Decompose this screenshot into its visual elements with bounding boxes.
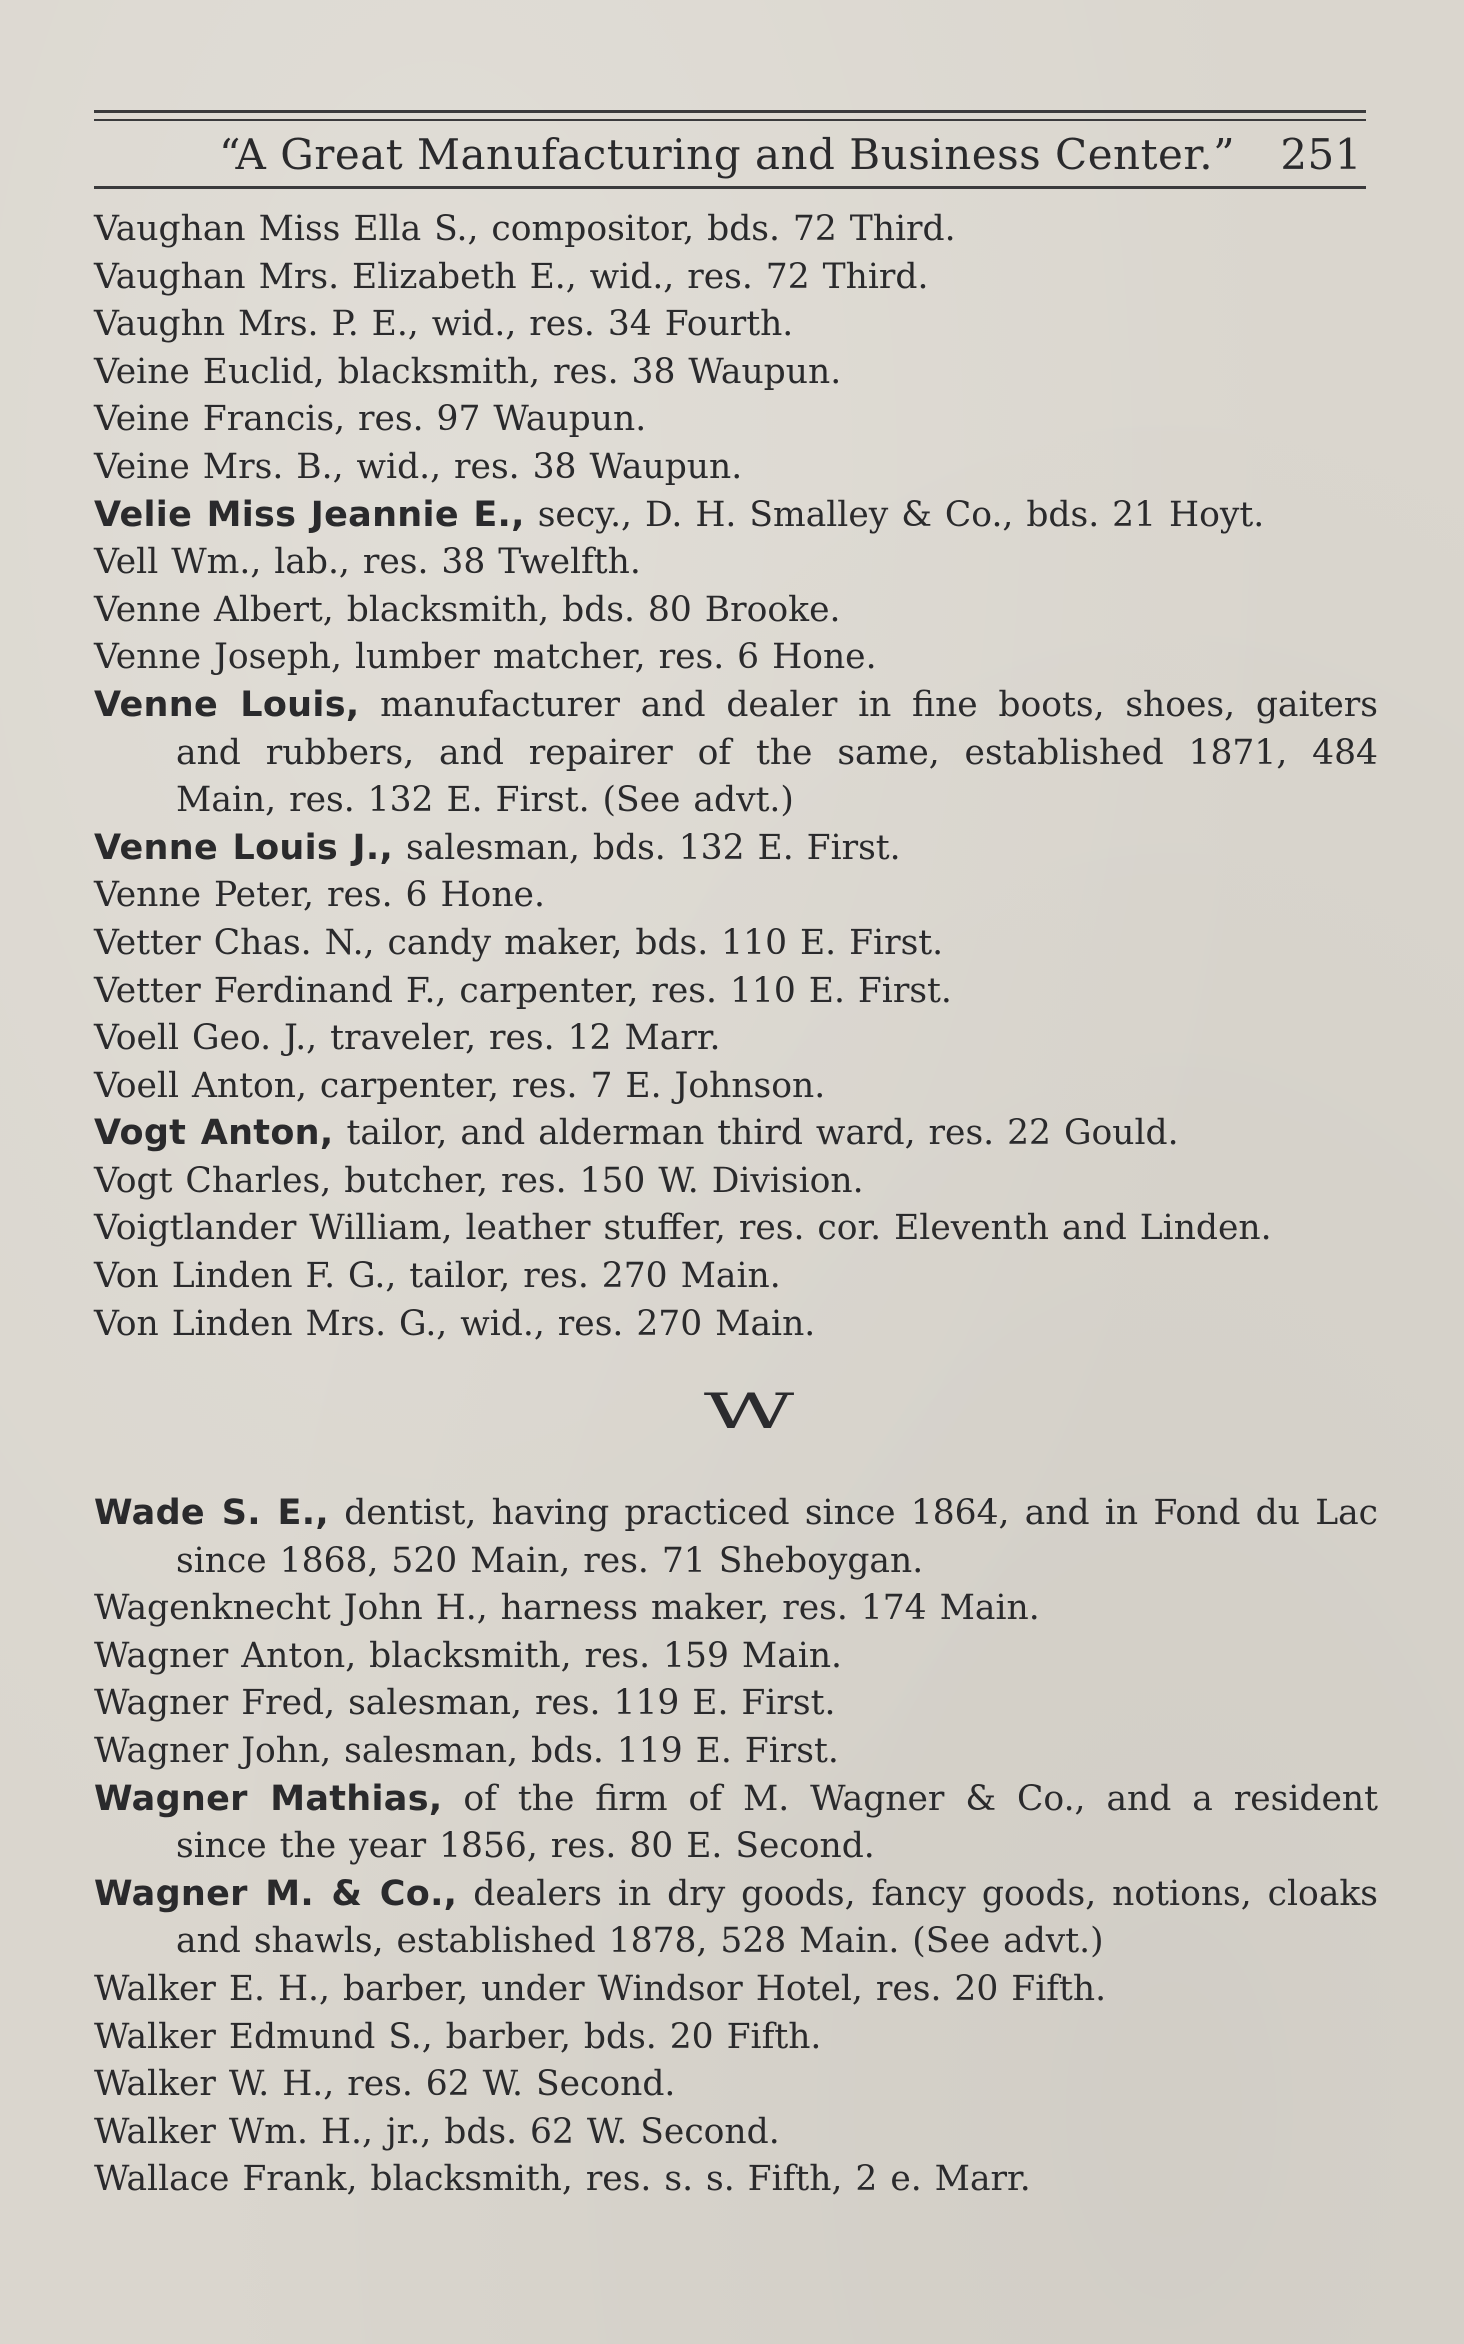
entry-details: res. 62 W. Second. — [334, 2064, 676, 2105]
entry-name: Wagner M. & Co., — [94, 1873, 458, 1914]
directory-entry — [94, 539, 1378, 587]
entry-name: Venne Louis, — [94, 684, 360, 725]
entry-details: dentist, having practiced since 1864, and in Fond du Lac since 1868, 520 Main, res. 71 Sheboygan. — [176, 1493, 1378, 1581]
directory-entry — [94, 1728, 1378, 1776]
directory-entry — [94, 920, 1378, 968]
entry-details: wid., res. 34 Fourth. — [418, 304, 794, 345]
entry-name: Von Linden Mrs. G., — [94, 1303, 448, 1344]
entry-name: Walker W. H., — [94, 2064, 335, 2105]
running-title: “A Great Manufacturing and Business Center.” — [219, 130, 1236, 179]
entry-details: lab., res. 38 Twelfth. — [261, 542, 641, 583]
entry-details: res. 97 Waupun. — [345, 399, 647, 440]
entry-details: manufacturer and dealer in fine boots, shoes, gaiters and rubbers, and repairer of the same, established 1871, 484 Main, res. 132 E. First. (See advt.) — [176, 684, 1378, 821]
entry-name: Vogt Anton, — [94, 1113, 334, 1154]
entry-name: Voell Geo. J., — [94, 1018, 318, 1059]
entry-details: tailor, res. 270 Main. — [396, 1256, 781, 1297]
entry-name: Voell Anton, — [94, 1065, 307, 1106]
directory-entry — [94, 634, 1378, 682]
entry-details: jr., bds. 62 W. Second. — [372, 2111, 780, 2152]
directory-entry — [94, 1063, 1378, 1111]
entry-details: blacksmith, bds. 80 Brooke. — [333, 589, 841, 630]
entry-details: blacksmith, res. 159 Main. — [356, 1635, 843, 1676]
page-number: 251 — [1280, 130, 1362, 179]
directory-entry — [94, 1015, 1378, 1063]
directory-entry — [94, 1585, 1378, 1633]
directory-entry — [94, 254, 1378, 302]
entry-details: tailor, and alderman third ward, res. 22 Gould. — [333, 1113, 1179, 1154]
entry-name: Vaughan Mrs. Elizabeth E., — [94, 256, 577, 297]
entry-name: Wagner Anton, — [94, 1635, 357, 1676]
entry-details: salesman, bds. 132 E. First. — [393, 827, 901, 868]
header-rule-top — [94, 110, 1366, 113]
entry-details: salesman, bds. 119 E. First. — [331, 1730, 839, 1771]
v-entries-list — [94, 206, 1378, 1348]
entry-details: barber, bds. 20 Fifth. — [432, 2016, 822, 2057]
entry-name: Veine Francis, — [94, 399, 346, 440]
entry-details: wid., res. 38 Waupun. — [343, 446, 743, 487]
directory-entry — [94, 2156, 1378, 2204]
running-head — [94, 128, 1366, 184]
entry-name: Venne Peter, — [94, 875, 315, 916]
directory-entry — [94, 206, 1378, 254]
entry-name: Wagner Fred, — [94, 1683, 336, 1724]
directory-entry — [94, 872, 1378, 920]
directory-entry — [94, 1253, 1378, 1301]
entry-name: Walker Wm. H., — [94, 2111, 373, 2152]
directory-entry — [94, 1680, 1378, 1728]
entry-details: candy maker, bds. 110 E. First. — [374, 922, 944, 963]
entry-name: Wade S. E., — [94, 1493, 329, 1533]
entry-details: blacksmith, res. s. s. Fifth, 2 e. Marr. — [357, 2159, 1031, 2200]
directory-entry — [94, 396, 1378, 444]
entry-name: Veine Euclid, — [94, 351, 325, 392]
entry-name: Vetter Chas. N., — [94, 922, 375, 963]
entry-details: compositor, bds. 72 Third. — [478, 209, 956, 249]
directory-entry — [94, 1158, 1378, 1206]
directory-entry — [94, 1871, 1378, 1966]
entry-name: Von Linden F. G., — [94, 1256, 397, 1297]
directory-entry — [94, 1301, 1378, 1349]
entry-name: Vaughan Miss Ella S., — [94, 209, 479, 249]
entry-name: Vaughn Mrs. P. E., — [94, 304, 419, 345]
entry-details: dealers in dry goods, fancy goods, notions, cloaks and shawls, established 1878, 528 Main. (See advt.) — [176, 1873, 1378, 1962]
header-rule-top-thin — [94, 119, 1366, 121]
directory-entry — [94, 492, 1378, 540]
directory-entry — [94, 444, 1378, 492]
entry-details: harness maker, res. 174 Main. — [487, 1588, 1040, 1629]
entry-name: Wagenknecht John H., — [94, 1588, 488, 1629]
entry-name: Walker Edmund S., — [94, 2016, 433, 2057]
section-letter-w: W — [703, 1382, 781, 1440]
directory-entry — [94, 301, 1378, 349]
entry-name: Walker E. H., — [94, 1968, 330, 2009]
directory-entry — [94, 2061, 1378, 2109]
directory-entry — [94, 587, 1378, 635]
entry-details: wid., res. 72 Third. — [576, 256, 929, 297]
entry-details: butcher, res. 150 W. Division. — [331, 1160, 864, 1201]
directory-entry — [94, 1490, 1378, 1585]
directory-entry — [94, 349, 1378, 397]
entry-name: Venne Albert, — [94, 589, 334, 630]
entry-name: Vetter Ferdinand F., — [94, 970, 447, 1011]
directory-entry — [94, 1966, 1378, 2014]
w-entries-list — [94, 1490, 1378, 2204]
entry-name: Veine Mrs. B., — [94, 446, 344, 487]
directory-entry — [94, 1633, 1378, 1681]
entry-details: salesman, res. 119 E. First. — [335, 1683, 836, 1724]
directory-entry — [94, 682, 1378, 825]
directory-entry — [94, 2014, 1378, 2062]
header-rule-bottom — [94, 186, 1366, 189]
entry-name: Wallace Frank, — [94, 2159, 358, 2200]
entry-name: Vogt Charles, — [94, 1160, 332, 1201]
entry-details: res. 6 Hone. — [314, 875, 545, 916]
entry-name: Venne Joseph, — [94, 637, 342, 678]
directory-entry — [94, 968, 1378, 1016]
directory-entry — [94, 1776, 1378, 1871]
directory-entry — [94, 1110, 1378, 1158]
entry-name: Wagner John, — [94, 1730, 332, 1771]
entry-details: traveler, res. 12 Marr. — [317, 1018, 721, 1059]
entry-details: barber, under Windsor Hotel, res. 20 Fifth. — [329, 1968, 1107, 2009]
entry-name: Vell Wm., — [94, 542, 262, 583]
entry-details: blacksmith, res. 38 Waupun. — [324, 351, 842, 392]
entry-name: Velie Miss Jeannie E., — [94, 494, 525, 535]
entry-details: lumber matcher, res. 6 Hone. — [341, 637, 877, 678]
entry-details: secy., D. H. Smalley & Co., bds. 21 Hoyt. — [524, 494, 1265, 535]
entry-details: of the firm of M. Wagner & Co., and a resident since the year 1856, res. 80 E. Second. — [176, 1778, 1378, 1867]
entry-details: carpenter, res. 110 E. First. — [446, 970, 952, 1011]
entry-details: leather stuffer, res. cor. Eleventh and Linden. — [452, 1208, 1272, 1249]
directory-entry — [94, 2109, 1378, 2157]
entry-details: wid., res. 270 Main. — [447, 1303, 816, 1344]
entry-name: Voigtlander William, — [94, 1208, 453, 1249]
directory-entry — [94, 825, 1378, 873]
entry-name: Venne Louis J., — [94, 827, 394, 868]
entry-details: carpenter, res. 7 E. Johnson. — [306, 1065, 826, 1106]
directory-entry — [94, 1205, 1378, 1253]
entry-name: Wagner Mathias, — [94, 1778, 443, 1819]
